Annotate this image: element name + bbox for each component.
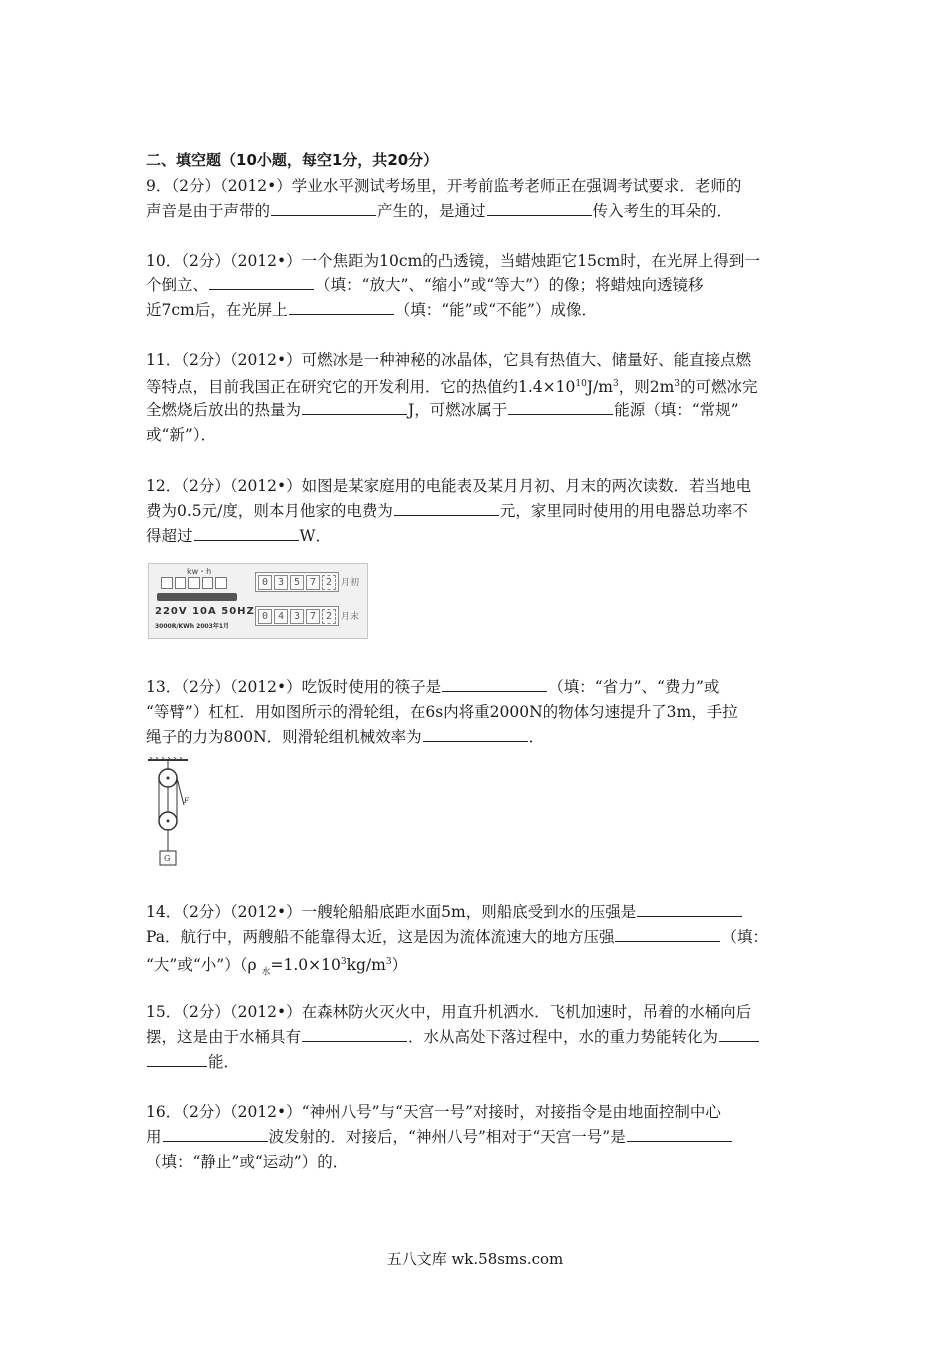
- meter-end-label: 月末: [341, 612, 360, 622]
- section-heading: 二、填空题（10小题，每空1分，共20分）: [146, 151, 439, 169]
- q11-line-3: 全燃烧后放出的热量为 J，可燃冰属于 能源（填：“常规”: [146, 398, 739, 422]
- meter-dial: [161, 577, 227, 589]
- q12-blank-1[interactable]: [394, 499, 499, 516]
- q15-line-1: 15．（2分）（2012•）在森林防火灭火中，用直升机洒水．飞机加速时，吊着的水桶向后: [146, 1003, 752, 1021]
- q16-blank-1[interactable]: [163, 1125, 268, 1142]
- q15-blank-1[interactable]: [302, 1025, 407, 1042]
- meter-unit-label: kw・h: [187, 567, 212, 576]
- q13-line-1: 13．（2分）（2012•）吃饭时使用的筷子是 （填：“省力”、“费力”或: [146, 675, 719, 699]
- meter-start-label: 月初: [341, 578, 360, 588]
- q14-blank-2[interactable]: [615, 925, 720, 942]
- q11-blank-2[interactable]: [508, 398, 613, 415]
- q13-line-2: “等臂”）杠杠．用如图所示的滑轮组，在6s内将重2000N的物体匀速提升了3m，手拉: [146, 703, 738, 721]
- q10-line-2: 个倒立、 （填：“放大”、“缩小”或“等大”）的像；将蜡烛向透镜移: [146, 273, 704, 297]
- q12-line-1: 12．（2分）（2012•）如图是某家庭用的电能表及某月月初、月末的两次读数．若当地电: [146, 477, 752, 495]
- q10-line-1: 10．（2分）（2012•）一个焦距为10cm的凸透镜，当蜡烛距它15cm时，在光屏上得到一: [146, 252, 760, 270]
- q11-blank-1[interactable]: [302, 398, 407, 415]
- meter-spec: 220V 10A 50HZ: [155, 606, 255, 617]
- q11-line-1: 11．（2分）（2012•）可燃冰是一种神秘的冰晶体，它具有热值大、储量好、能直接点燃: [146, 351, 752, 369]
- q16-line-2: 用 波发射的．对接后，“神州八号”相对于“天宫一号”是: [146, 1125, 733, 1149]
- pulley-system-figure: [148, 757, 196, 869]
- q16-blank-2[interactable]: [627, 1125, 732, 1142]
- q12-blank-2[interactable]: [194, 524, 299, 541]
- q9-line-2: 声音是由于声带的 产生的，是通过 传入考生的耳朵的．: [146, 199, 732, 223]
- q16-line-3: （填：“静止”或“运动”）的．: [146, 1153, 349, 1171]
- meter-reading-end: 0 4 3 7 2: [255, 606, 339, 626]
- q14-line-3: “大”或“小”）（ρ $_水=1.0\times 10^3kg/m^3$）: [146, 956, 408, 978]
- q15-line-2: 摆，这是由于水桶具有 ．水从高处下落过程中，水的重力势能转化为: [146, 1025, 760, 1049]
- q15-line-3: 能．: [146, 1050, 239, 1074]
- q9-blank-2[interactable]: [487, 199, 592, 216]
- footer-watermark: 五八文库 wk.58sms.com: [386, 1250, 564, 1268]
- pulley-weight-label: G: [164, 854, 171, 863]
- q15-blank-2[interactable]: [719, 1025, 759, 1042]
- meter-rotor: [157, 593, 237, 601]
- q13-blank-1[interactable]: [442, 675, 547, 692]
- q11-line-4: 或“新”）．: [146, 426, 217, 444]
- q10-blank-1[interactable]: [209, 273, 314, 290]
- q10-blank-2[interactable]: [289, 298, 394, 315]
- q9-line-1: 9．（2分）（2012•）学业水平测试考场里，开考前监考老师正在强调考试要求．老师的: [146, 177, 742, 195]
- q16-line-1: 16．（2分）（2012•）“神州八号”与“天宫一号”对接时，对接指令是由地面控制中心: [146, 1103, 721, 1121]
- q14-line-2: Pa．航行中，两艘船不能靠得太近，这是因为流体流速大的地方压强 （填：: [146, 925, 768, 949]
- q12-line-3: 得超过 W．: [146, 524, 331, 548]
- q9-blank-1[interactable]: [271, 199, 376, 216]
- meter-spec-2: 3000R/KWh 2003年1月: [155, 623, 230, 630]
- electric-meter-figure: [148, 563, 368, 639]
- q14-blank-1[interactable]: [637, 900, 742, 917]
- meter-reading-start: 0 3 5 7 2: [255, 572, 339, 592]
- pulley-force-label: F: [184, 797, 189, 805]
- q13-line-3: 绳子的力为800N．则滑轮组机械效率为 ．: [146, 725, 544, 749]
- q13-blank-2[interactable]: [423, 725, 528, 742]
- q10-line-3: 近7cm后，在光屏上 （填：“能”或“不能”）成像．: [146, 298, 597, 322]
- q14-line-1: 14．（2分）（2012•）一艘轮船船底距水面5m，则船底受到水的压强是: [146, 900, 743, 924]
- q11-line-2: 等特点，目前我国正在研究它的开发利用．它的热值约$1.4\times 10^{10}J/m^3$，则$2m^3$的可燃冰完: [146, 378, 758, 397]
- q15-blank-2-cont[interactable]: [147, 1050, 207, 1067]
- q12-line-2: 费为0.5元/度，则本月他家的电费为 元，家里同时使用的用电器总功率不: [146, 499, 748, 523]
